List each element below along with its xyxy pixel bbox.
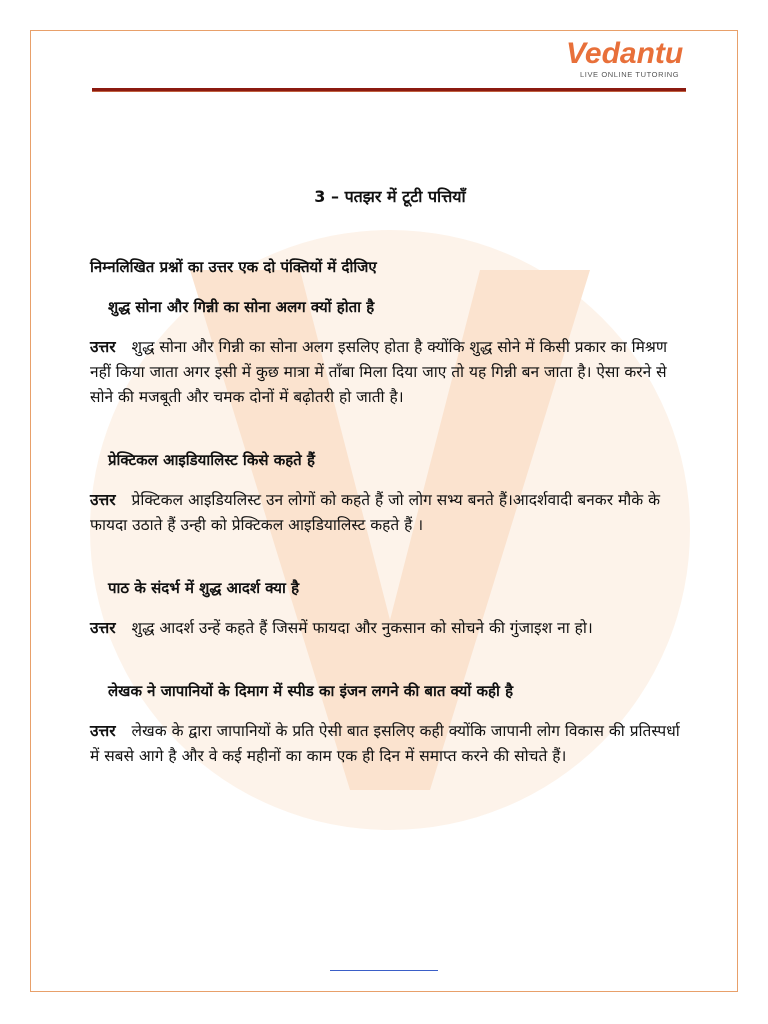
question-1: शुद्ध सोना और गिन्नी का सोना अलग क्यों होता है: [108, 298, 375, 316]
answer-label: उत्तर: [90, 619, 116, 637]
logo-wordmark: Vedantu: [566, 37, 684, 70]
answer-label: उत्तर: [90, 338, 116, 356]
answer-text: शुद्ध आदर्श उन्हें कहते हैं जिसमें फायदा और नुकसान को सोचने की गुंजाइश ना हो।: [131, 619, 593, 637]
question-2: प्रेक्टिकल आइडियालिस्ट किसे कहते हैं: [108, 451, 315, 469]
header-rule: [92, 88, 686, 92]
answer-4: [90, 719, 690, 769]
answer-3: [90, 616, 690, 641]
question-4: लेखक ने जापानियों के दिमाग में स्पीड का इंजन लगने की बात क्यों कही है: [108, 682, 514, 700]
answer-1: [90, 335, 690, 410]
answer-label: उत्तर: [90, 491, 116, 509]
question-3: पाठ के संदर्भ में शुद्ध आदर्श क्या है: [108, 579, 300, 597]
footer-line: [330, 970, 438, 971]
answer-label: उत्तर: [90, 722, 116, 740]
answer-text: शुद्ध सोना और गिन्नी का सोना अलग इसलिए होता है क्योंकि शुद्ध सोने में किसी प्रकार का मिश्रण नहीं किया जाता अगर इसी में कुछ मात्रा में ताँबा मिला दिया जाए तो यह गिन्नी बन जाता है। ऐसा करने से सोने की मजबूती और चमक दोनों में बढ़ोतरी हो जाती है।: [90, 338, 668, 406]
logo-tagline: LIVE ONLINE TUTORING: [580, 70, 680, 79]
vedantu-logo: [566, 38, 696, 79]
instruction: निम्नलिखित प्रश्नों का उत्तर एक दो पंक्तियों में दीजिए: [90, 258, 377, 276]
answer-text: प्रेक्टिकल आइडियलिस्ट उन लोगों को कहते हैं जो लोग सभ्य बनते हैं।आदर्शवादी बनकर मौके के फायदा उठाते हैं उन्ही को प्रेक्टिकल आइडियालिस्ट कहते हैं ।: [90, 491, 660, 534]
answer-text: लेखक के द्वारा जापानियों के प्रति ऐसी बात इसलिए कही क्योंकि जापानी लोग विकास की प्रतिस्पर्धा में सबसे आगे है और वे कई महीनों का काम एक ही दिन में समाप्त करने की सोचते हैं।: [90, 722, 680, 765]
content: [90, 185, 690, 809]
chapter-title: 3 – पतझर में टूटी पत्तियाँ: [314, 187, 466, 206]
answer-2: [90, 488, 690, 538]
